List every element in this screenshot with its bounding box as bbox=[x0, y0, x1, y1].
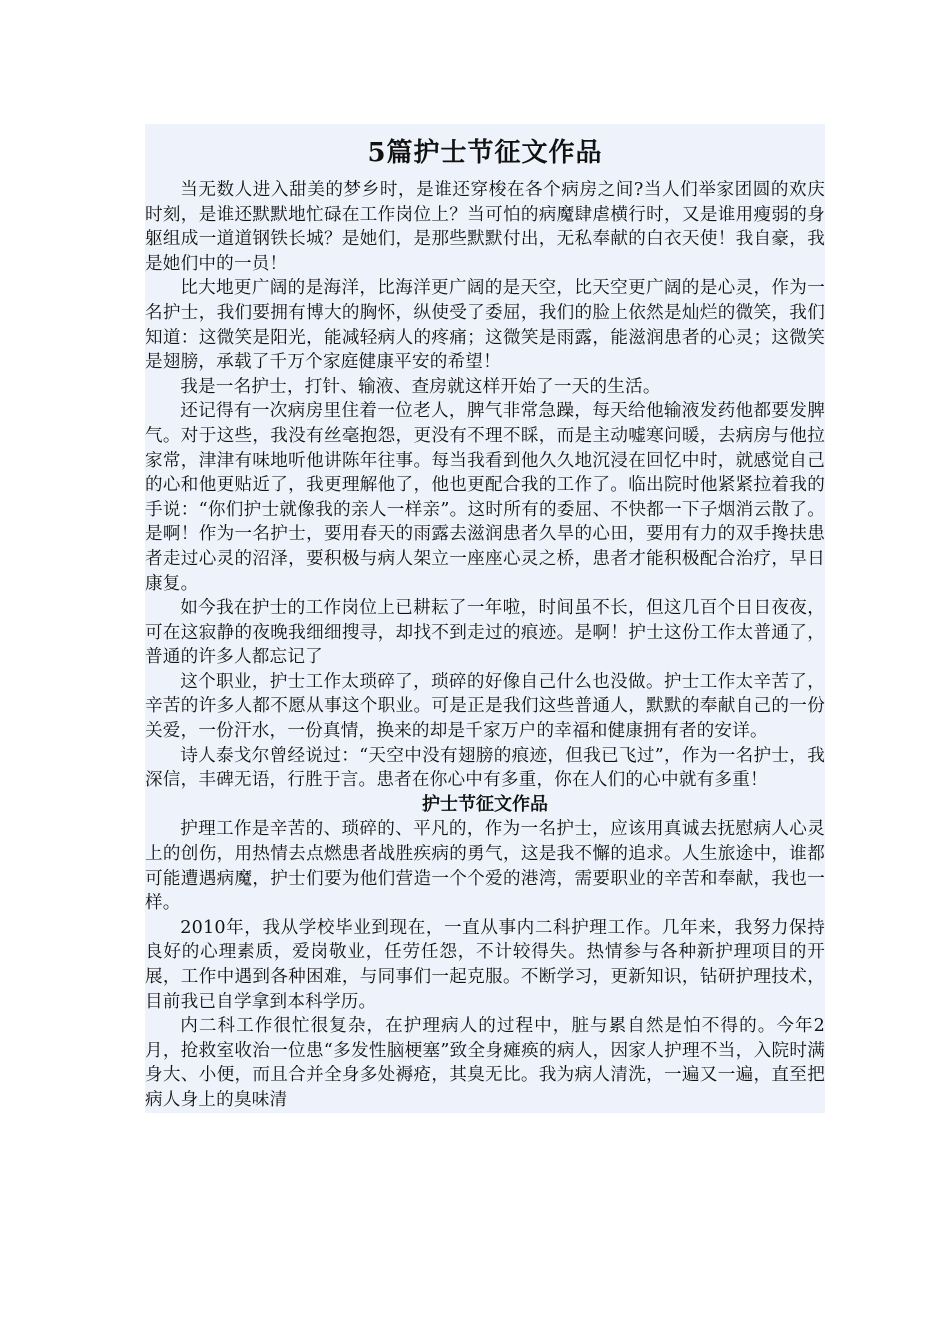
paragraph: 护理工作是辛苦的、琐碎的、平凡的，作为一名护士，应该用真诚去抚慰病人心灵上的创伤，用热情去点燃患者战胜疾病的勇气，这是我不懈的追求。人生旅途中，谁都可能遭遇病魔，护士们要为他们营造一个个爱的港湾，需要职业的辛苦和奉献，我也一样。 bbox=[145, 819, 825, 914]
paragraph: 当无数人进入甜美的梦乡时，是谁还穿梭在各个病房之间?当人们举家团圆的欢庆时刻，是谁还默默地忙碌在工作岗位上？当可怕的病魔肆虐横行时，又是谁用瘦弱的身躯组成一道道钢铁长城？是她们，是那些默默付出，无私奉献的白衣天使！我自豪，我是她们中的一员！ bbox=[145, 180, 825, 274]
paragraph: 我是一名护士，打针、输液、查房就这样开始了一天的生活。 bbox=[180, 376, 661, 397]
paragraph: 这个职业，护士工作太琐碎了，琐碎的好像自己什么也没做。护士工作太辛苦了，辛苦的许多人都不愿从事这个职业。可是正是我们这些普通人，默默的奉献自己的一份关爱，一份汗水，一份真情，换来的却是千家万户的幸福和健康拥有者的安详。 bbox=[145, 671, 825, 742]
document-body bbox=[145, 124, 825, 1113]
paragraph: 还记得有一次病房里住着一位老人，脾气非常急躁，每天给他输液发药他都要发脾气。对于这些，我没有丝毫抱怨，更没有不理不睬，而是主动嘘寒问暖，去病房与他拉家常，津津有味地听他讲陈年往事。每当我看到他久久地沉浸在回忆中时，就感觉自己的心和他更贴近了，我更理解他了，他也更配合我的工作了。临出院时他紧紧拉着我的手说：“你们护士就像我的亲人一样亲”。这时所有的委屈、不快都一下子烟消云散了。是啊！作为一名护士，要用春天的雨露去滋润患者久旱的心田，要用有力的双手搀扶患者走过心灵的沼泽，要积极与病人架立一座座心灵之桥，患者才能积极配合治疗，早日康复。 bbox=[145, 401, 825, 594]
paragraph: 内二科工作很忙很复杂，在护理病人的过程中，脏与累自然是怕不得的。今年2月，抢救室收治一位患“多发性脑梗塞”致全身瘫痪的病人，因家人护理不当，入院时满身大、小便，而且合并全身多处褥疮，其臭无比。我为病人清洗，一遍又一遍，直至把病人身上的臭味清 bbox=[145, 1016, 825, 1110]
paragraph: 如今我在护士的工作岗位上已耕耘了一年啦，时间虽不长，但这几百个日日夜夜，可在这寂静的夜晚我细细搜寻，却找不到走过的痕迹。是啊！护士这份工作太普通了，普通的许多人都忘记了 bbox=[145, 598, 825, 668]
paragraph: 比大地更广阔的是海洋，比海洋更广阔的是天空，比天空更广阔的是心灵，作为一名护士，我们要拥有博大的胸怀，纵使受了委屈，我们的脸上依然是灿烂的微笑，我们知道：这微笑是阳光，能减轻病人的疼痛；这微笑是雨露，能滋润患者的心灵；这微笑是翅膀，承载了千万个家庭健康平安的希望！ bbox=[145, 278, 825, 373]
section-title: 护士节征文作品 bbox=[422, 793, 548, 815]
document-title: 5篇护士节征文作品 bbox=[367, 138, 603, 168]
paragraph: 诗人泰戈尔曾经说过：“天空中没有翅膀的痕迹，但我已飞过”，作为一名护士，我深信，丰碑无语，行胜于言。患者在你心中有多重，你在人们的心中就有多重！ bbox=[145, 745, 825, 791]
paragraph: 2010年，我从学校毕业到现在，一直从事内二科护理工作。几年来，我努力保持良好的心理素质，爱岗敬业，任劳任怨，不计较得失。热情参与各种新护理项目的开展，工作中遇到各种困难，与同事们一起克服。不断学习，更新知识，钻研护理技术，目前我已自学拿到本科学历。 bbox=[145, 917, 825, 1012]
